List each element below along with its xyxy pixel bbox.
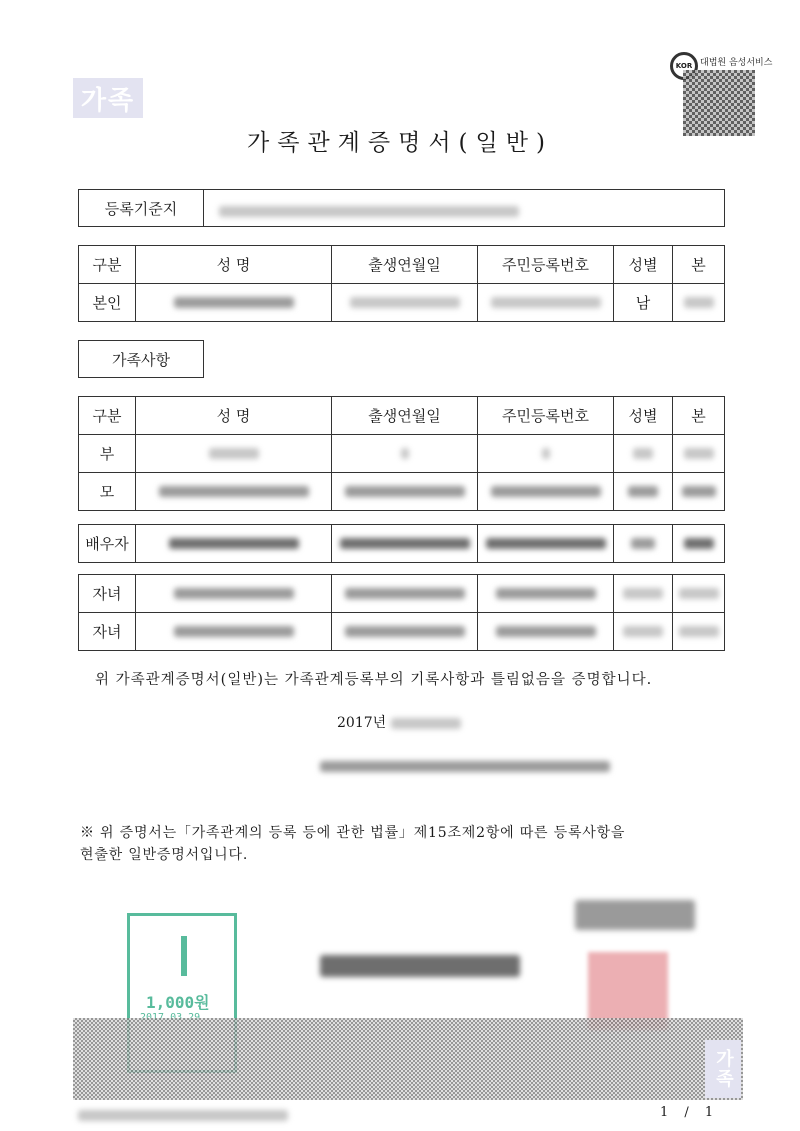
children-table bbox=[78, 574, 725, 651]
header-category: 구분 bbox=[79, 246, 136, 284]
rrn-redacted bbox=[478, 525, 614, 563]
issuer-name-redacted bbox=[320, 955, 530, 981]
rrn-redacted bbox=[478, 435, 614, 473]
issue-date-prefix: 2017년 bbox=[337, 715, 387, 731]
sex-redacted bbox=[614, 435, 673, 473]
header-rrn: 주민등록번호 bbox=[478, 246, 614, 284]
spouse-table bbox=[78, 524, 725, 563]
issue-date bbox=[337, 712, 461, 732]
name-redacted bbox=[136, 284, 332, 322]
table-row bbox=[79, 525, 725, 563]
birth-redacted bbox=[332, 284, 478, 322]
sex-redacted bbox=[614, 525, 673, 563]
birth-redacted bbox=[332, 525, 478, 563]
kor-logo: KOR bbox=[670, 52, 698, 80]
row-category: 부 bbox=[79, 435, 136, 473]
fee-amount: 1,000원 bbox=[146, 993, 210, 1012]
origin-redacted bbox=[673, 435, 725, 473]
origin-redacted bbox=[673, 613, 725, 651]
family-section-box bbox=[78, 340, 204, 378]
header-birth: 출생연월일 bbox=[332, 397, 478, 435]
header-sex: 성별 bbox=[614, 397, 673, 435]
origin-redacted bbox=[673, 284, 725, 322]
header-origin: 본 bbox=[673, 246, 725, 284]
rrn-redacted bbox=[478, 473, 614, 511]
row-category: 배우자 bbox=[79, 525, 136, 563]
header-origin: 본 bbox=[673, 397, 725, 435]
row-category: 모 bbox=[79, 473, 136, 511]
security-pattern bbox=[73, 1018, 743, 1100]
origin-redacted bbox=[673, 575, 725, 613]
registration-label: 등록기준지 bbox=[104, 199, 178, 218]
table-header-row bbox=[79, 246, 725, 284]
sex-redacted bbox=[614, 613, 673, 651]
table-row bbox=[79, 613, 725, 651]
corner-stamp-bottom: 가족 bbox=[705, 1040, 741, 1098]
note-line-1: ※ 위 증명서는「가족관계의 등록 등에 관한 법률」제15조제2항에 따른 등록사항을 bbox=[80, 825, 626, 841]
row-category: 자녀 bbox=[79, 575, 136, 613]
table-row bbox=[79, 435, 725, 473]
birth-redacted bbox=[332, 435, 478, 473]
header-category: 구분 bbox=[79, 397, 136, 435]
row-category: 본인 bbox=[79, 284, 136, 322]
table-row bbox=[79, 575, 725, 613]
certification-statement: 위 가족관계증명서(일반)는 가족관계등록부의 기록사항과 틀림없음을 증명합니다. bbox=[95, 672, 653, 688]
header-name: 성 명 bbox=[136, 246, 332, 284]
footer-code-redacted bbox=[78, 1106, 288, 1125]
sex-redacted bbox=[614, 473, 673, 511]
rrn-redacted bbox=[478, 613, 614, 651]
row-category: 자녀 bbox=[79, 613, 136, 651]
person-table bbox=[78, 245, 725, 322]
name-redacted bbox=[136, 575, 332, 613]
issue-date-redacted bbox=[391, 718, 461, 729]
registration-box bbox=[78, 189, 725, 227]
header-rrn: 주민등록번호 bbox=[478, 397, 614, 435]
table-row bbox=[79, 284, 725, 322]
family-table bbox=[78, 396, 725, 511]
tree-icon bbox=[166, 930, 202, 982]
rrn-redacted bbox=[478, 575, 614, 613]
table-header-row bbox=[79, 397, 725, 435]
header-birth: 출생연월일 bbox=[332, 246, 478, 284]
header-sex: 성별 bbox=[614, 246, 673, 284]
page-title: 가족관계증명서(일반) bbox=[247, 130, 553, 156]
rrn-redacted bbox=[478, 284, 614, 322]
family-section-label: 가족사항 bbox=[112, 350, 170, 369]
page-number: 1 / 1 bbox=[660, 1105, 720, 1120]
table-row bbox=[79, 473, 725, 511]
birth-redacted bbox=[332, 473, 478, 511]
header-name: 성 명 bbox=[136, 397, 332, 435]
registration-value-redacted bbox=[219, 202, 519, 221]
legal-note bbox=[80, 822, 625, 866]
origin-redacted bbox=[673, 525, 725, 563]
name-redacted bbox=[136, 525, 332, 563]
name-redacted bbox=[136, 473, 332, 511]
row-sex: 남 bbox=[614, 284, 673, 322]
origin-redacted bbox=[673, 473, 725, 511]
voice-service-label: 대법원 음성서비스 bbox=[700, 58, 773, 68]
name-redacted bbox=[136, 613, 332, 651]
birth-redacted bbox=[332, 575, 478, 613]
sex-redacted bbox=[614, 575, 673, 613]
corner-stamp-top: 가족 bbox=[73, 78, 143, 118]
note-line-2: 현출한 일반증명서입니다. bbox=[80, 847, 249, 863]
official-title-redacted bbox=[575, 900, 705, 934]
issuer-redacted bbox=[320, 757, 610, 776]
birth-redacted bbox=[332, 613, 478, 651]
name-redacted bbox=[136, 435, 332, 473]
